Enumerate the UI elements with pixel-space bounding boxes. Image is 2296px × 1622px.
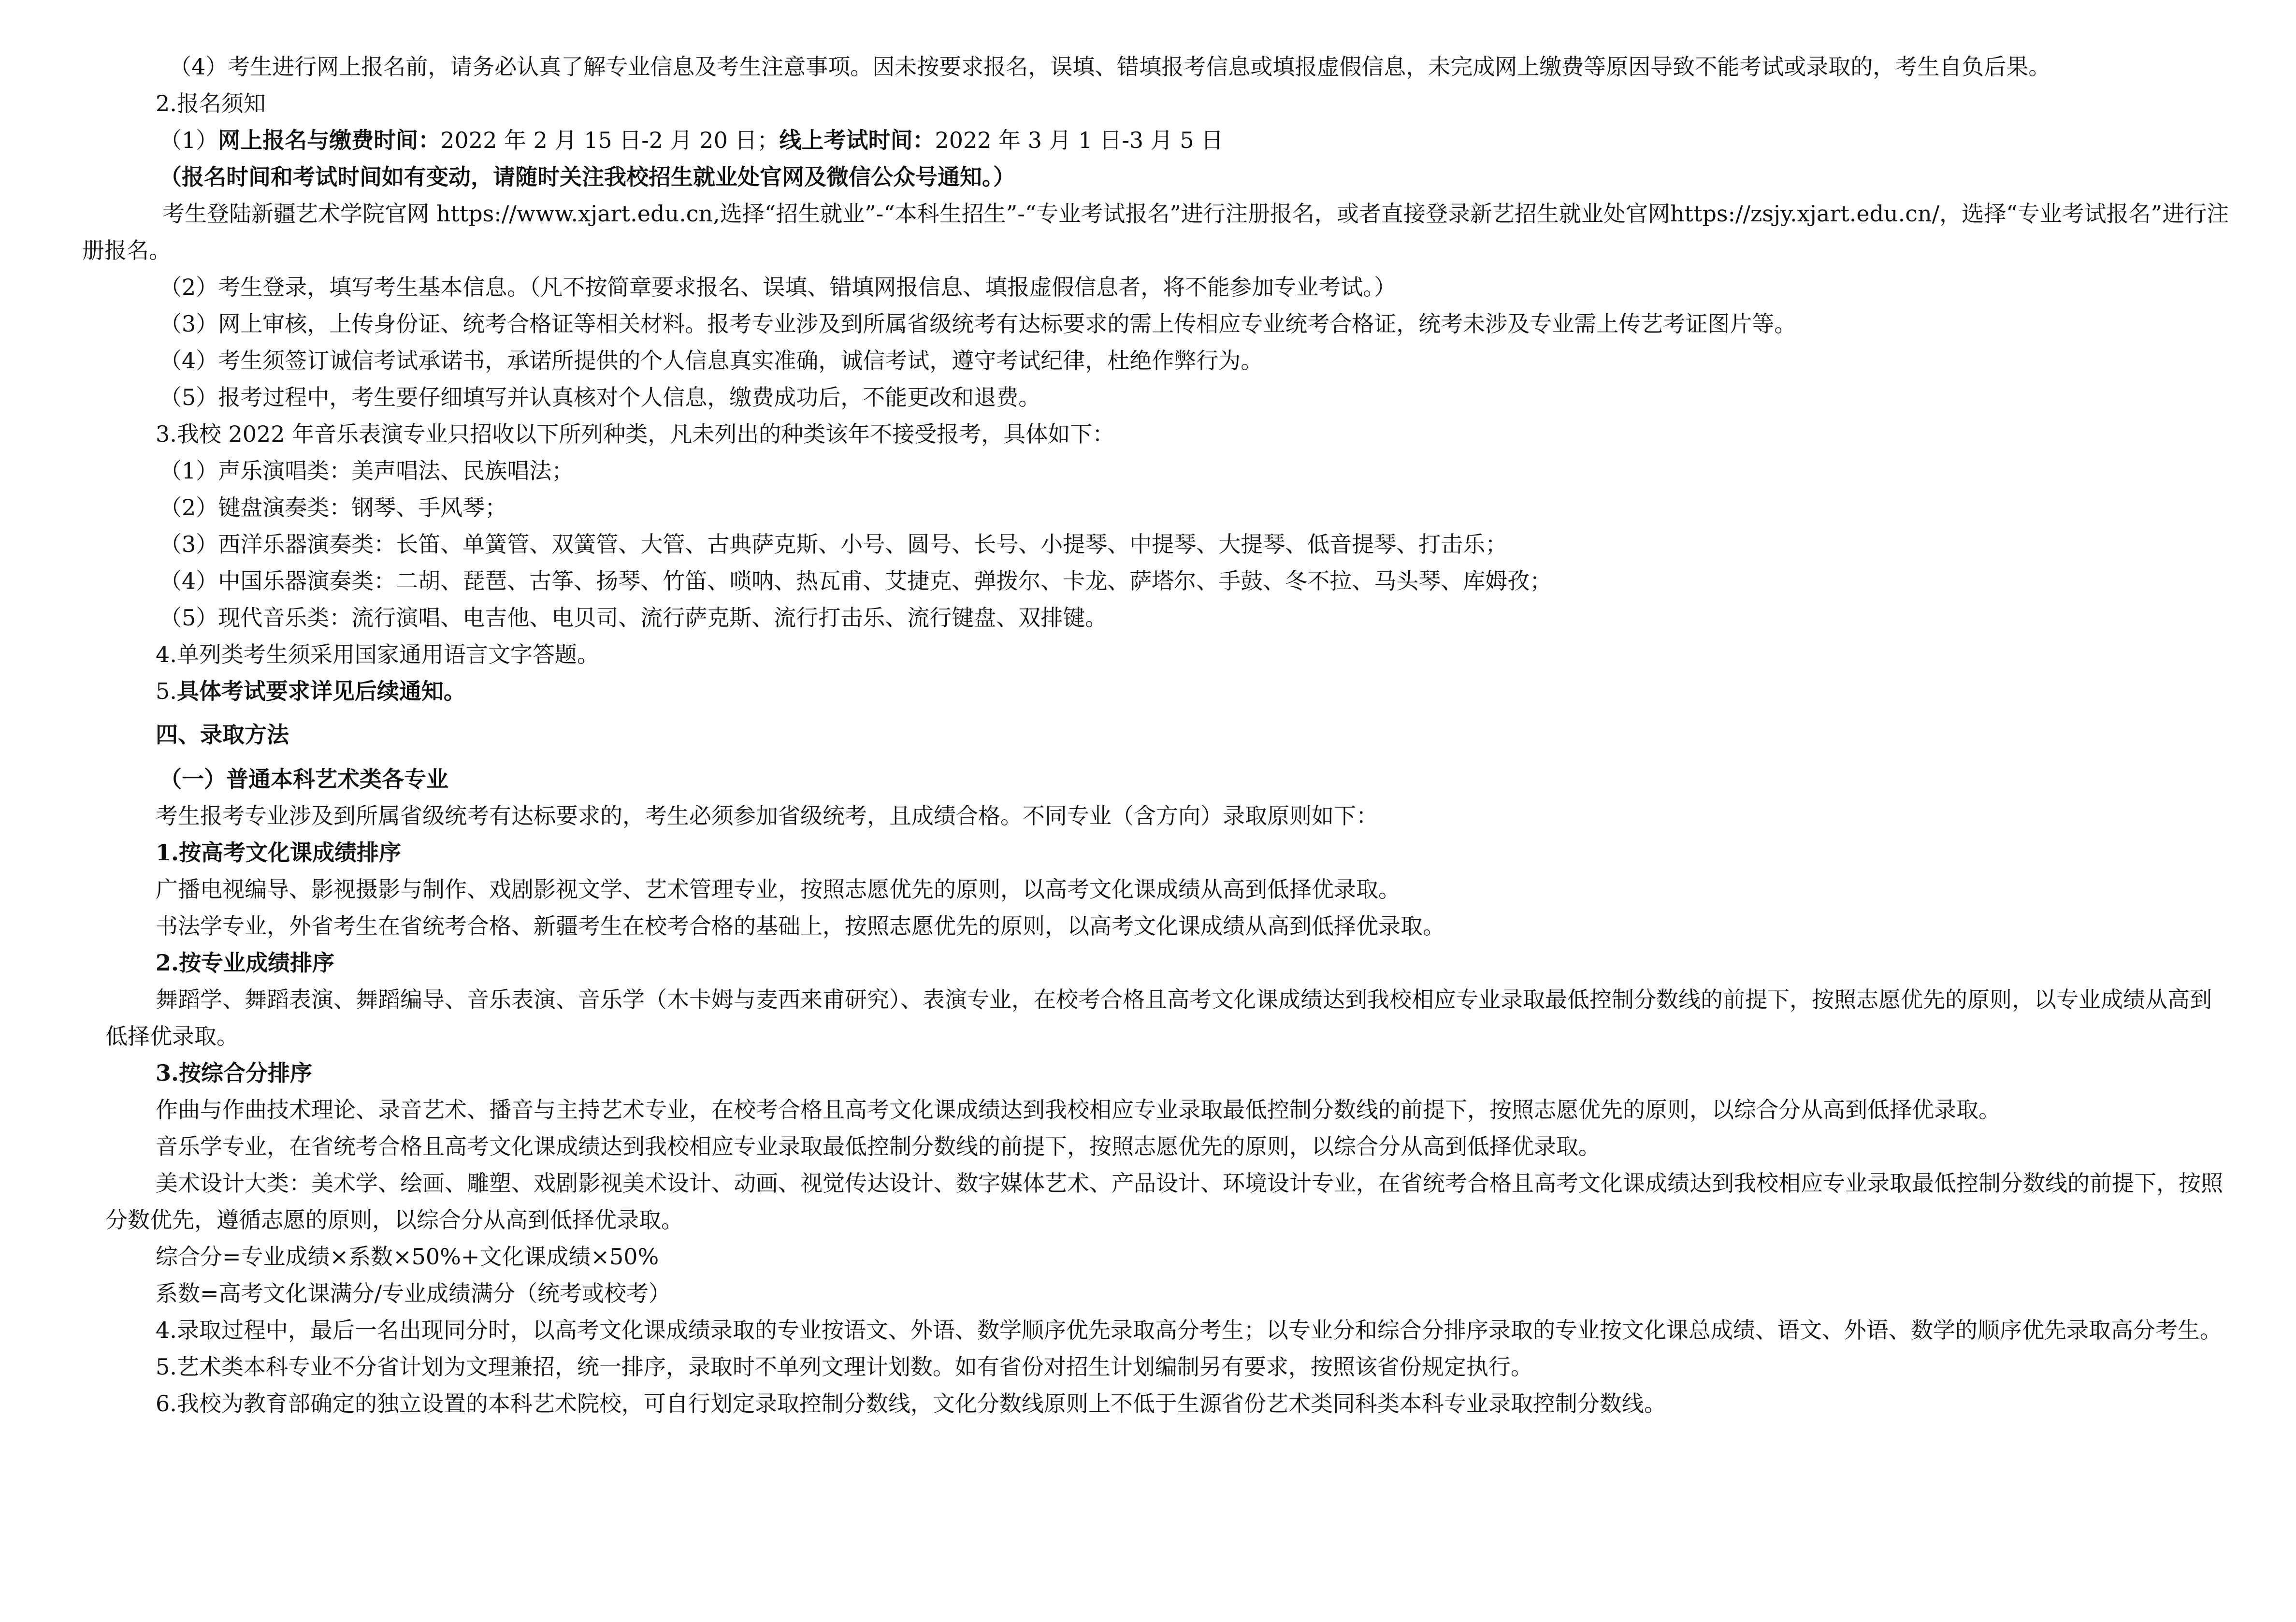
control-score-line: 6.我校为教育部确定的独立设置的本科艺术院校，可自行划定录取控制分数线，文化分数线原则上不低于生源省份艺术类同科类本科专业录取控制分数线。 — [156, 1390, 1666, 1417]
time-item-index: （1） — [159, 127, 218, 153]
registration-step-4: （4）考生须签订诚信考试承诺书，承诺所提供的个人信息真实准确，诚信考试，遵守考试纪律，杜绝作弊行为。 — [159, 348, 1263, 374]
online-exam-label: 线上考试时间： — [779, 127, 935, 153]
item-5-index: 5. — [156, 678, 177, 704]
rule-3-heading: 3.按综合分排序 — [156, 1060, 313, 1086]
composite-score-formula: 综合分=专业成绩×系数×50%+文化课成绩×50% — [156, 1244, 659, 1270]
language-requirement: 4.单列类考生须采用国家通用语言文字答题。 — [156, 641, 599, 667]
admission-general-rule: 考生报考专业涉及到所属省级统考有达标要求的，考生必须参加省级统考，且成绩合格。不同专业（含方向）录取原则如下： — [156, 803, 1378, 829]
item-5-text: 具体考试要求详见后续通知。 — [176, 678, 466, 704]
section-heading-admission: 四、录取方法 — [156, 722, 289, 748]
category-modern-music: （5）现代音乐类：流行演唱、电吉他、电贝司、流行萨克斯、流行打击乐、流行键盘、双排键。 — [159, 605, 1108, 631]
registration-step-2: （2）考生登录，填写考生基本信息。（凡不按简章要求报名、误填、错填网报信息、填报虚假信息者，将不能参加专业考试。） — [159, 274, 1397, 300]
tie-break-rule: 4.录取过程中，最后一名出现同分时，以高考文化课成绩录取的专业按语文、外语、数学顺序优先录取高分考生；以专业分和综合分排序录取的专业按文化课总成绩、语文、外语、数学的顺序优先录取高分考生。 — [156, 1317, 2222, 1343]
arts-undergraduate-plan: 5.艺术类本科专业不分省计划为文理兼招，统一排序，录取时不单列文理计划数。如有省份对招生计划编制另有要求，按照该省份规定执行。 — [156, 1354, 1533, 1380]
rule-2-heading: 2.按专业成绩排序 — [156, 950, 335, 976]
rule-1-heading: 1.按高考文化课成绩排序 — [156, 840, 402, 866]
rule-1-broadcast: 广播电视编导、影视摄影与制作、戏剧影视文学、艺术管理专业，按照志愿优先的原则，以高考文化课成绩从高到低择优录取。 — [156, 876, 1401, 902]
exam-requirement-notice — [0, 673, 2233, 710]
rule-1-calligraphy: 书法学专业，外省考生在省统考合格、新疆考生在校考合格的基础上，按照志愿优先的原则，以高考文化课成绩从高到低择优录取。 — [156, 913, 1445, 939]
schedule-change-notice: （报名时间和考试时间如有变动，请随时关注我校招生就业处官网及微信公众号通知。） — [159, 164, 1015, 190]
registration-time-line — [0, 122, 2233, 159]
rule-3-fine-arts: 美术设计大类：美术学、绘画、雕塑、戏剧影视美术设计、动画、视觉传达设计、数字媒体艺术、产品设计、环境设计专业，在省统考合格且高考文化课成绩达到我校相应专业录取最低控制分数线的前提下，按照分数优先，遵循志愿的原则，以综合分从高到低择优录取。 — [105, 1170, 2223, 1233]
document-body — [0, 48, 2233, 1422]
online-exam-dates: 2022 年 3 月 1 日-3 月 5 日 — [935, 127, 1224, 153]
registration-step-3: （3）网上审核，上传身份证、统考合格证等相关材料。报考专业涉及到所属省级统考有达标要求的需上传相应专业统考合格证，统考未涉及专业需上传艺考证图片等。 — [159, 311, 1797, 337]
online-registration-label: 网上报名与缴费时间： — [218, 127, 441, 153]
online-registration-dates: 2022 年 2 月 15 日-2 月 20 日； — [440, 127, 780, 153]
category-vocal: （1）声乐演唱类：美声唱法、民族唱法； — [159, 458, 574, 484]
registration-notice-item-4: （4）考生进行网上报名前，请务必认真了解专业信息及考生注意事项。因未按要求报名，误填、错填报考信息或填报虚假信息，未完成网上缴费等原因导致不能考试或录取的，考生自负后果。 — [169, 54, 2051, 80]
music-performance-intro: 3.我校 2022 年音乐表演专业只招收以下所列种类，凡未列出的种类该年不接受报考，具体如下： — [156, 421, 1115, 447]
category-western-instruments: （3）西洋乐器演奏类：长笛、单簧管、双簧管、大管、古典萨克斯、小号、圆号、长号、小提琴、中提琴、大提琴、低音提琴、打击乐； — [159, 531, 1508, 557]
coefficient-formula: 系数=高考文化课满分/专业成绩满分（统考或校考） — [156, 1280, 671, 1306]
rule-3-composition: 作曲与作曲技术理论、录音艺术、播音与主持艺术专业，在校考合格且高考文化课成绩达到我校相应专业录取最低控制分数线的前提下，按照志愿优先的原则，以综合分从高到低择优录取。 — [156, 1097, 2001, 1123]
registration-step-5: （5）报考过程中，考生要仔细填写并认真核对个人信息，缴费成功后，不能更改和退费。 — [159, 384, 1041, 410]
rule-3-musicology: 音乐学专业，在省统考合格且高考文化课成绩达到我校相应专业录取最低控制分数线的前提下，按照志愿优先的原则，以综合分从高到低择优录取。 — [156, 1133, 1601, 1159]
subsection-heading-general: （一）普通本科艺术类各专业 — [159, 766, 448, 792]
category-keyboard: （2）键盘演奏类：钢琴、手风琴； — [159, 494, 507, 521]
registration-notice-heading: 2.报名须知 — [156, 90, 266, 116]
registration-website-instructions: 考生登陆新疆艺术学院官网 https://www.xjart.edu.cn,选择“招生就业”-“本科生招生”-“专业考试报名”进行注册报名，或者直接登录新艺招生就业处官网https://zsjy.xjart.edu.cn/，选择“专业考试报名”进行注册报名。 — [82, 201, 2229, 263]
category-chinese-instruments: （4）中国乐器演奏类：二胡、琵琶、古筝、扬琴、竹笛、唢呐、热瓦甫、艾捷克、弹拨尔、卡龙、萨塔尔、手鼓、冬不拉、马头琴、库姆孜； — [159, 568, 1552, 594]
rule-2-dance-music: 舞蹈学、舞蹈表演、舞蹈编导、音乐表演、音乐学（木卡姆与麦西来甫研究）、表演专业，在校考合格且高考文化课成绩达到我校相应专业录取最低控制分数线的前提下，按照志愿优先的原则，以专业成绩从高到低择优录取。 — [105, 986, 2212, 1049]
